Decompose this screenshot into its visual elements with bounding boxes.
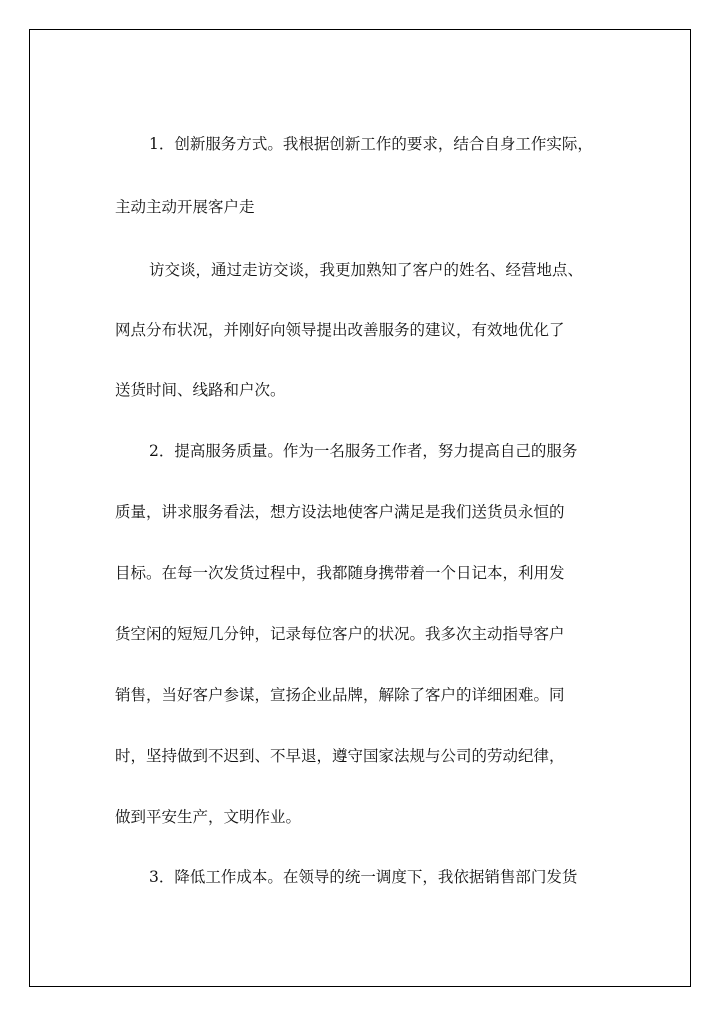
paragraph-3-line-5: 销售，当好客户参谋，宣扬企业品牌，解除了客户的详细困难。同 xyxy=(115,686,565,704)
paragraph-2-line-1: 访交谈，通过走访交谈，我更加熟知了客户的姓名、经营地点、 xyxy=(149,261,584,279)
paragraph-1-line-2: 主动主动开展客户走 xyxy=(115,198,255,216)
paragraph-2-line-2: 网点分布状况，并刚好向领导提出改善服务的建议，有效地优化了 xyxy=(115,321,565,339)
paragraph-2-line-3: 送货时间、线路和户次。 xyxy=(115,381,286,399)
paragraph-3-line-7: 做到平安生产，文明作业。 xyxy=(115,808,302,826)
paragraph-3-line-4: 货空闲的短短几分钟，记录每位客户的状况。我多次主动指导客户 xyxy=(115,625,565,643)
paragraph-3-line-1: 2．提高服务质量。作为一名服务工作者，努力提高自己的服务 xyxy=(149,442,578,460)
paragraph-4-line-1: 3．降低工作成本。在领导的统一调度下，我依据销售部门发货 xyxy=(149,868,578,886)
paragraph-3-line-3: 目标。在每一次发货过程中，我都随身携带着一个日记本，利用发 xyxy=(115,564,565,582)
paragraph-3-line-2: 质量，讲求服务看法，想方设法地使客户满足是我们送货员永恒的 xyxy=(115,503,565,521)
paragraph-3-line-6: 时，坚持做到不迟到、不早退，遵守国家法规与公司的劳动纪律， xyxy=(115,747,565,765)
paragraph-1-line-1: 1．创新服务方式。我根据创新工作的要求，结合自身工作实际， xyxy=(149,135,593,153)
